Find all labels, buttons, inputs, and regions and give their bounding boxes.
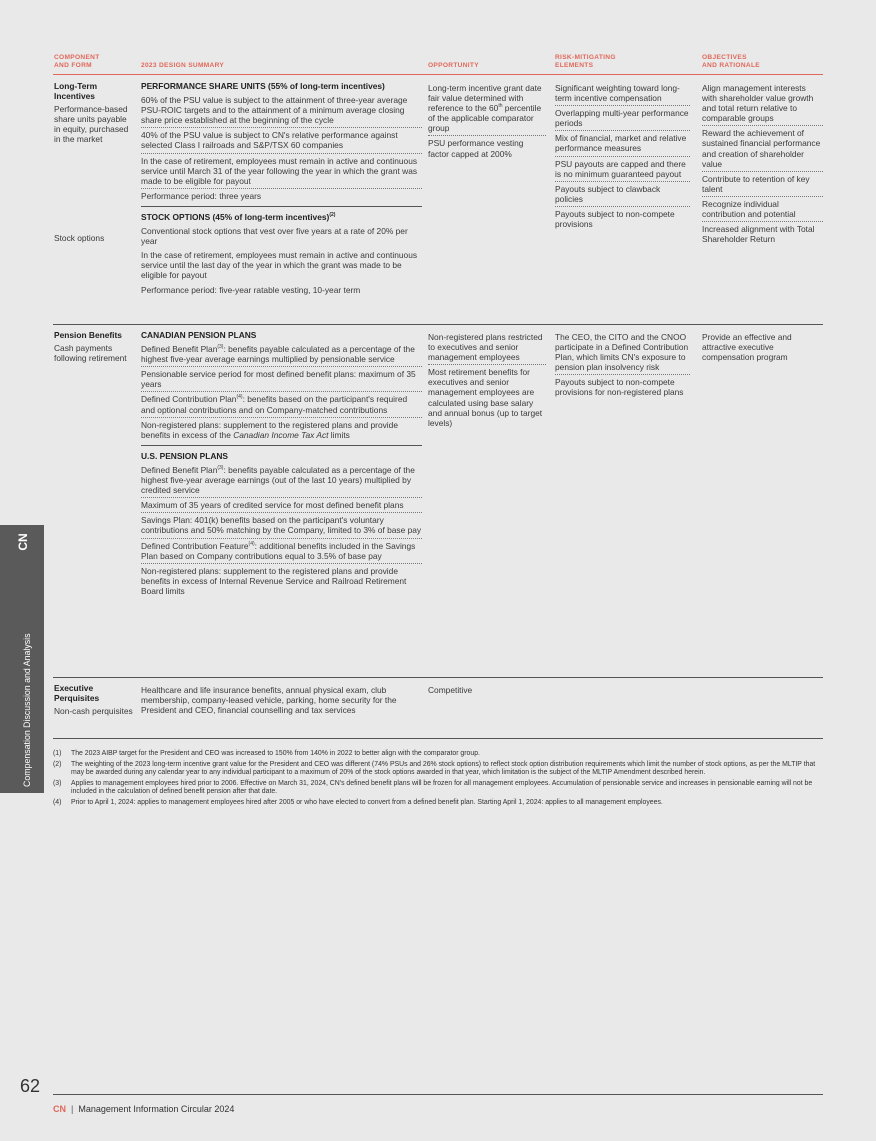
psu-title: PERFORMANCE SHARE UNITS (55% of long-term incentives) <box>141 81 385 91</box>
section-rule <box>53 738 823 739</box>
header-objectives-line1: OBJECTIVES <box>702 54 747 61</box>
us-pension-item: Maximum of 35 years of credited service for most defined benefit plans <box>141 498 422 513</box>
lti-opportunity-item: Long-term incentive grant date fair value determined with reference to the 60th percentile of the applicable comparator group <box>428 81 546 136</box>
footnote <box>53 799 825 807</box>
canadian-pension-item: Non-registered plans: supplement to the registered plans and provide benefits in excess of the Canadian Income Tax Act limits <box>141 419 398 440</box>
footer-title: Management Information Circular 2024 <box>78 1104 235 1114</box>
pension-objectives <box>702 330 823 364</box>
footnote-text: The 2023 AIBP target for the President and CEO was increased to 150% from 140% in 2022 to better align with the comparator group. <box>71 750 480 757</box>
section-side-label: Compensation Discussion and Analysis <box>22 633 32 787</box>
us-pension-item: Defined Contribution Feature$^{(4)}$: additional benefits included in the Savings Plan based on Company contributions equal to 3.5% of base pay <box>141 539 422 564</box>
pension-design <box>141 330 422 598</box>
lti-component <box>54 81 134 145</box>
footnote-number: (3) <box>53 780 62 788</box>
lti-risk-item: Payouts subject to clawback policies <box>555 182 690 207</box>
footer <box>53 1104 234 1114</box>
psu-item: Performance period: three years <box>141 190 262 201</box>
footnote-text: Prior to April 1, 2024: applies to management employees hired after 2005 or who have elected to convert from a defined benefit plan. Starting April 1, 2024: applies to all management employees. <box>71 799 663 807</box>
lti-risk <box>555 81 690 231</box>
lti-opportunity <box>428 81 546 161</box>
footnote <box>53 750 825 758</box>
pension-component <box>54 330 134 363</box>
lti-risk-item: Payouts subject to non-compete provisions <box>555 208 675 230</box>
lti-objective-item: Reward the achievement of sustained financial performance and creation of shareholder value <box>702 126 823 171</box>
footer-rule <box>53 1094 823 1095</box>
footer-brand: CN <box>53 1104 66 1114</box>
section-side-tab <box>0 525 44 793</box>
header-risk-line2: ELEMENTS <box>555 62 594 69</box>
perqs-design <box>141 683 422 717</box>
options-title: STOCK OPTIONS (45% of long-term incentives)$^{(2)}$ <box>141 211 336 222</box>
lti-design <box>141 81 422 297</box>
lti-risk-item: Overlapping multi-year performance periods <box>555 106 690 131</box>
page-number: 62 <box>20 1076 41 1096</box>
lti-component-title: Long-Term Incentives <box>54 81 98 102</box>
perqs-opportunity <box>428 683 546 697</box>
psu-item: 40% of the PSU value is subject to CN's relative performance against selected Class I railroads and S&P/TSX 60 companies <box>141 128 422 153</box>
pension-risk-item: Payouts subject to non-compete provisions for non-registered plans <box>555 377 684 398</box>
canadian-pension-item: Defined Benefit Plan$^{(3)}$: benefits payable calculated as a percentage of the highest five-year average earnings multiplied by pensionable service <box>141 342 422 367</box>
lti-risk-item: PSU payouts are capped and there is no minimum guaranteed payout <box>555 157 690 182</box>
perqs-component <box>54 683 134 716</box>
header-risk-line1: RISK-MITIGATING <box>555 54 616 61</box>
header-opportunity: OPPORTUNITY <box>428 62 479 69</box>
header-component-line1: COMPONENT <box>54 54 100 61</box>
perqs-component-title: Executive Perquisites <box>54 683 100 704</box>
us-pension-item: Savings Plan: 401(k) benefits based on the participant's voluntary contributions and 50% matching by the Company, limited to 3% of base pay <box>141 513 422 538</box>
lti-risk-item: Mix of financial, market and relative performance measures <box>555 131 690 156</box>
perqs-opportunity-text: Competitive <box>428 685 473 695</box>
header-design: 2023 DESIGN SUMMARY <box>141 62 225 69</box>
footnotes <box>53 750 825 811</box>
header-component-line2: AND FORM <box>54 62 92 69</box>
us-pension-title: U.S. PENSION PLANS <box>141 450 229 461</box>
header-risk <box>555 54 690 74</box>
section-rule <box>53 677 823 678</box>
perqs-design-text: Healthcare and life insurance benefits, annual physical exam, club membership, company-leased vehicle, parking, home security for the President and CEO, financial counselling and tax services <box>141 685 397 716</box>
footnote <box>53 761 825 777</box>
options-block <box>141 206 422 297</box>
us-pension-item: Defined Benefit Plan$^{(3)}$: benefits payable calculated as a percentage of the highest five-year average earnings (out of the last 10 years) multiplied by credited service <box>141 463 422 498</box>
section-rule <box>53 324 823 325</box>
pension-component-title: Pension Benefits <box>54 330 122 340</box>
lti-component-options: Stock options <box>54 233 105 243</box>
cn-logo: CN <box>16 533 30 551</box>
footnote-number: (1) <box>53 750 62 757</box>
header-component <box>54 54 134 74</box>
lti-objectives <box>702 81 823 246</box>
lti-objective-item: Recognize individual contribution and potential <box>702 197 823 222</box>
canadian-pension-item: Pensionable service period for most defined benefit plans: maximum of 35 years <box>141 367 422 392</box>
pension-opportunity-item: Most retirement benefits for executives and senior management employees are calculated using base salary and annual bonus (up to target levels) <box>428 367 543 428</box>
lti-risk-item: Significant weighting toward long-term incentive compensation <box>555 81 690 106</box>
lti-component-psu: Performance-based share units payable in equity, purchased in the market <box>54 104 129 145</box>
header-objectives-line2: AND RATIONALE <box>702 62 760 69</box>
footnote-text: Applies to management employees hired prior to 2006. Effective on March 31, 2024, CN's defined benefit plans will be frozen for all management employees. Accumulation of pensionable service and increases in pensionable earning will not be included in the calculation of defined benefit pension after that date. <box>71 780 813 796</box>
options-item: Conventional stock options that vest over five years at a rate of 20% per year <box>141 226 408 247</box>
lti-objective-item: Increased alignment with Total Shareholder Return <box>702 224 815 245</box>
pension-objective-item: Provide an effective and attractive executive compensation program <box>702 332 792 363</box>
footnote-number: (4) <box>53 799 62 807</box>
perqs-component-desc: Non-cash perquisites <box>54 706 133 717</box>
options-item: Performance period: five-year ratable vesting, 10-year term <box>141 284 361 295</box>
canadian-pension-title: CANADIAN PENSION PLANS <box>141 330 257 340</box>
pension-component-desc: Cash payments following retirement <box>54 343 127 364</box>
footnote-number: (2) <box>53 761 62 769</box>
psu-item: In the case of retirement, employees must remain in active and continuous service until March 31 of the year following the year in which the grant was made to be eligible for payout <box>141 154 422 189</box>
footer-separator: | <box>71 1104 74 1114</box>
pension-opportunity <box>428 330 546 430</box>
header-objectives <box>702 54 823 74</box>
options-item: In the case of retirement, employees must remain in active and continuous service until the last day of the year in which the grant was made to be eligible for payout <box>141 250 418 281</box>
pension-opportunity-item: Non-registered plans restricted to executives and senior management employees <box>428 330 546 365</box>
lti-objective-item: Align management interests with shareholder value growth and total return relative to comparable groups <box>702 81 823 126</box>
footnote-text: The weighting of the 2023 long-term incentive grant value for the President and CEO was different (74% PSUs and 26% stock options) to reflect stock option distribution requirements which limit the number of stock options, as per the MLTIP that may be awarded during any calendar year to any individual participant to a maximum of 20% of the stock options awarded in that year, which limitation is the subject of the MLTIP Amendment described herein. <box>71 761 816 777</box>
header-rule <box>53 74 823 75</box>
us-pension-item: Non-registered plans: supplement to the registered plans and provide benefits in excess of Internal Revenue Service and Railroad Retirement Board limits <box>141 565 407 596</box>
us-pension-block <box>141 445 422 598</box>
canadian-pension-item: Defined Contribution Plan$^{(4)}$: benefits based on the participant's required and optional contributions and on Company-matched contributions <box>141 392 422 417</box>
footnote <box>53 780 825 796</box>
lti-opportunity-item: PSU performance vesting factor capped at 200% <box>428 138 524 159</box>
lti-objective-item: Contribute to retention of key talent <box>702 172 823 197</box>
psu-item: 60% of the PSU value is subject to the attainment of three-year average PSU-ROIC targets and to the attainment of a minimum average closing share price established at the beginning of the cycle <box>141 93 422 128</box>
pension-risk <box>555 330 690 400</box>
pension-risk-item: The CEO, the CITO and the CNOO participate in a Defined Contribution Plan, which limits CN's exposure to pension plan insolvency risk <box>555 330 690 375</box>
